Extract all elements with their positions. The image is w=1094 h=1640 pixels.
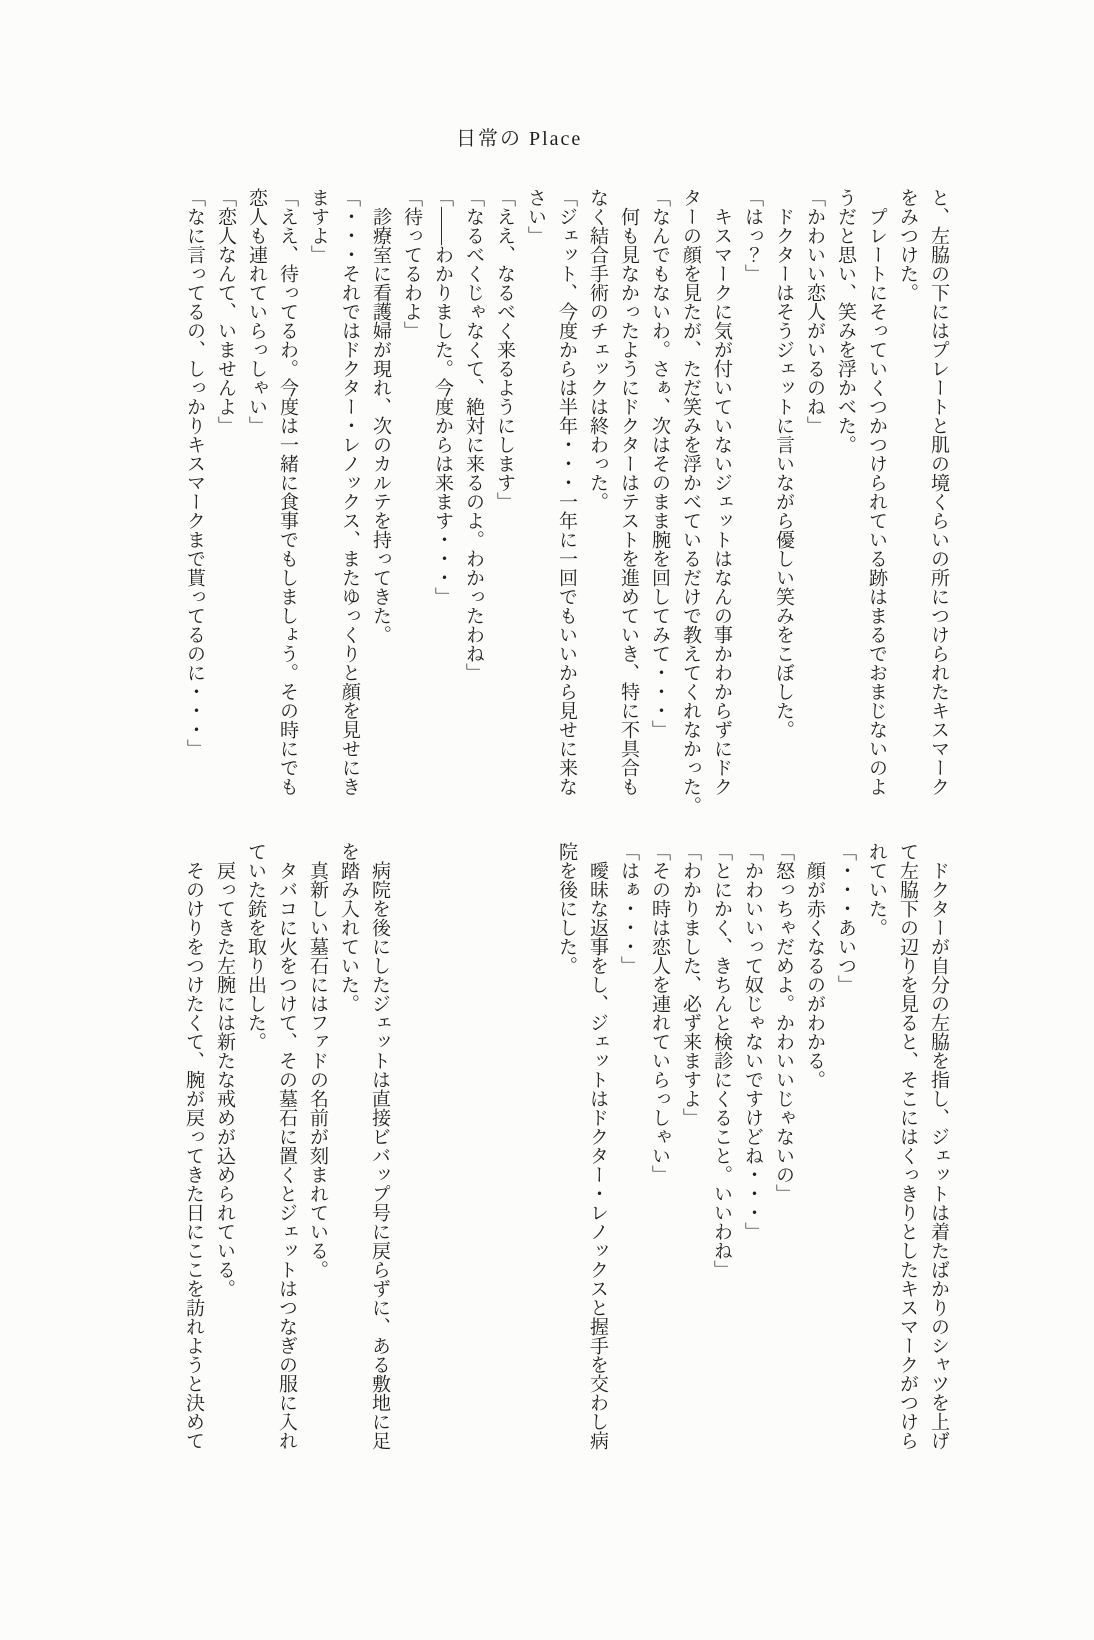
text-line: て左脇下の辺りを見ると、そこにはくっきりとしたキスマークがつけら	[897, 842, 918, 1450]
text-line: うだと思い、笑みを浮かべた。	[835, 188, 856, 454]
text-line: 「怒っちゃだめよ。かわいいじゃないの」	[773, 842, 794, 1203]
text-line: 診療室に看護婦が現れ、次のカルテを持ってきた。	[370, 207, 391, 644]
text-line: 「・・・それではドクター・レノックス、またゆっくりと顔を見せにき	[339, 188, 360, 796]
text-line: キスマークに気が付いていないジェットはなんの事かわからずにドク	[711, 207, 732, 796]
text-line: ていた銃を取り出した。	[245, 842, 266, 1051]
story-text-top-block	[179, 188, 954, 820]
text-line: 「なに言ってるの、しっかりキスマークまで貰ってるのに・・・」	[184, 188, 205, 758]
text-line: 「恋人なんて、いませんよ」	[215, 188, 236, 435]
text-line: 曖昧な返事をし、ジェットはドクター・レノックスと握手を交わし病	[587, 861, 608, 1450]
text-line: 「かわいい恋人がいるのね」	[804, 188, 825, 435]
text-line: 戻ってきた左腕には新たな戒めが込められている。	[214, 861, 235, 1298]
text-line: れていた。	[866, 842, 887, 937]
text-line: 「はっ？」	[742, 188, 763, 283]
text-line: そのけりをつけたくて、腕が戻ってきた日にここを訪れようと決めて	[183, 861, 204, 1450]
text-line: 「その時は恋人を連れていらっしゃい」	[649, 842, 670, 1184]
text-line: ますよ」	[308, 188, 329, 264]
text-line: 「なるべくじゃなくて、絶対に来るのよ。わかったわね」	[463, 188, 484, 682]
text-line: 「・・・あいつ」	[835, 842, 856, 994]
text-line: 「ジェット、今度からは半年・・・一年に一回でもいいから見せに来な	[556, 188, 577, 796]
text-line: 「はぁ・・・」	[618, 842, 639, 975]
text-line: 「とにかく、きちんと検診にくること。いいわね」	[711, 842, 732, 1279]
text-line: 「ええ、なるべく来るようにします」	[494, 188, 515, 511]
text-line: ドクターはそうジェットに言いながら優しい笑みをこぼした。	[773, 207, 794, 739]
page-title: 日常の Place	[456, 128, 583, 150]
text-line: 「ええ、待ってるわ。今度は一緒に食事でもしましょう。その時にでも	[277, 188, 298, 796]
text-line: 「――わかりました。今度からは来ます・・・」	[432, 188, 453, 606]
text-line: なく結合手術のチェックは終わった。	[587, 188, 608, 511]
text-line: 病院を後にしたジェットは直接ビバップ号に戻らずに、ある敷地に足	[369, 861, 390, 1450]
text-line: 何も見なかったようにドクターはテストを進めていき、特に不具合も	[618, 207, 639, 796]
text-line: を踏み入れていた。	[338, 842, 359, 1013]
text-line: をみつけた。	[897, 188, 918, 302]
text-line: ドクターが自分の左脇を指し、ジェットは着たばかりのシャツを上げ	[928, 861, 949, 1450]
text-line: 「待ってるわよ」	[401, 188, 422, 340]
text-line: 顔が赤くなるのがわかる。	[804, 861, 825, 1089]
text-line: ターの顔を見たが、ただ笑みを浮かべているだけで教えてくれなかった。	[680, 188, 701, 815]
text-line: 恋人も連れていらっしゃい」	[246, 188, 267, 435]
text-line: タバコに火をつけて、その墓石に置くとジェットはつなぎの服に入れ	[276, 861, 297, 1450]
text-line: 院を後にした。	[556, 842, 577, 975]
text-line: 真新しい墓石にはファドの名前が刻まれている。	[307, 861, 328, 1279]
text-line: 「わかりました、必ず来ますよ」	[680, 842, 701, 1127]
story-text-bottom-block	[178, 842, 954, 1474]
text-line: さい」	[525, 188, 546, 245]
text-line: 「なんでもないわ。さぁ、次はそのまま腕を回してみて・・・」	[649, 188, 670, 739]
text-line: プレートにそっていくつかつけられている跡はまるでおまじないのよ	[866, 207, 887, 796]
text-line: と、左脇の下にはプレートと肌の境くらいの所につけられたキスマーク	[928, 188, 949, 796]
text-line: 「かわいいって奴じゃないですけどね・・・」	[742, 842, 763, 1241]
